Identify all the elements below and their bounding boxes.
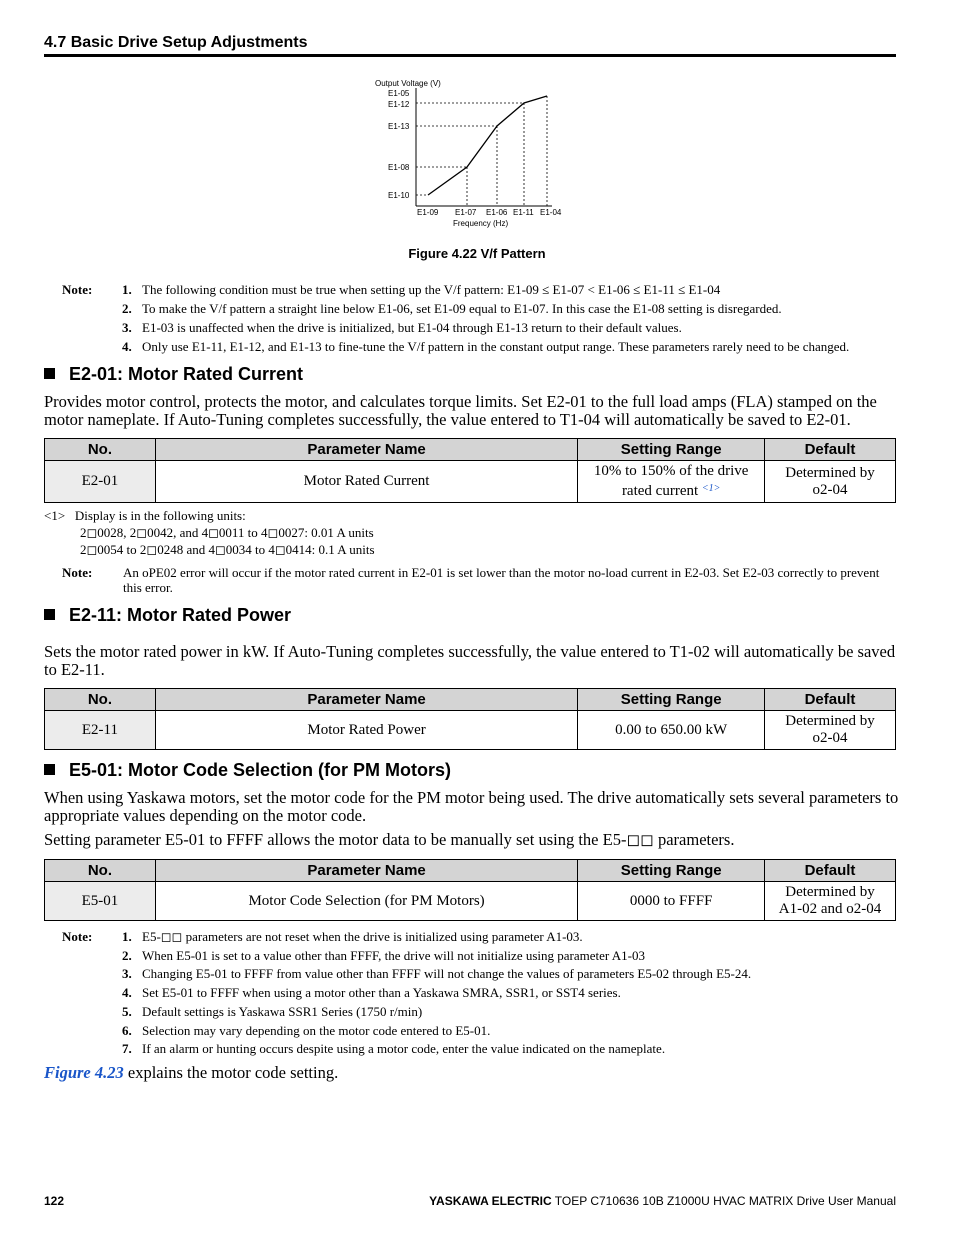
- list-item: 1. E5-◻◻ parameters are not reset when the drive is initialized using parameter A1-03.: [122, 929, 583, 944]
- x-label-e1-09: E1-09: [417, 208, 439, 217]
- e5-01-notes: Note: 1. E5-◻◻ parameters are not reset when the drive is initialized using parameter A1-03. 2. When E5-01 is set to a value other than FFFF, the drive will not initialize using parameter A1-03 3. Changing E5-01 to FFFF from value other than FFFF will not change the values of parameters E5-02 through E5-24. 4. Set E5-01 to FFFF when using a motor other than a Yaskawa SMRA, SSR1, or SST4 series. 5. Default settings is Yaskawa SSR1 Series (1750 r/min) 6. Selection may vary depending on the motor code entered to E5-01. 7. If an alarm or hunting occurs despite using a motor code, enter the value indicated on the nameplate.: [62, 928, 902, 1059]
- x-label-e1-11: E1-11: [513, 208, 534, 217]
- param-no: E5-01: [45, 882, 156, 921]
- x-axis-title: Frequency (Hz): [453, 219, 509, 228]
- y-label-e1-08: E1-08: [388, 163, 410, 172]
- e2-11-description: Sets the motor rated power in kW. If Auto-Tuning completes successfully, the value entered to T1-02 will automatically be saved to E2-11.: [44, 642, 896, 679]
- param-name: Motor Rated Current: [155, 461, 577, 503]
- list-item: 2. When E5-01 is set to a value other than FFFF, the drive will not initialize using parameter A1-03: [122, 947, 645, 963]
- list-item: 3. Changing E5-01 to FFFF from value other than FFFF will not change the values of parameters E5-02 through E5-24.: [122, 966, 752, 982]
- e5-01-description-2: Setting parameter E5-01 to FFFF allows the motor data to be manually set using the E5-◻◻ parameters.: [44, 830, 735, 849]
- param-default: Determined by o2-04: [765, 461, 896, 503]
- list-item: 5. Default settings is Yaskawa SSR1 Series (1750 r/min): [122, 1003, 423, 1019]
- col-header-name: Parameter Name: [155, 439, 577, 461]
- param-no: E2-11: [45, 711, 156, 750]
- footer-doc-title: YASKAWA ELECTRIC TOEP C710636 10B Z1000U HVAC MATRIX Drive User Manual: [429, 1194, 896, 1208]
- x-label-e1-04: E1-04: [540, 208, 562, 217]
- table-header-row: [45, 439, 896, 461]
- table-header-row: No. Parameter Name Setting Range Default: [45, 689, 896, 711]
- y-label-e1-10: E1-10: [388, 191, 410, 200]
- table-header-row: No. Parameter Name Setting Range Default: [45, 860, 896, 882]
- param-no: E2-01: [45, 461, 156, 503]
- param-name: Motor Rated Power: [155, 711, 577, 750]
- param-default: Determined by A1-02 and o2-04: [765, 882, 896, 921]
- e2-11-table: [44, 688, 896, 750]
- col-header-default: Default: [765, 439, 896, 461]
- list-item: 6. Selection may vary depending on the motor code entered to E5-01.: [122, 1022, 491, 1038]
- list-item: 7. If an alarm or hunting occurs despite using a motor code, enter the value indicated on the nameplate.: [122, 1041, 666, 1057]
- y-label-e1-12: E1-12: [388, 100, 410, 109]
- figure-caption: Figure 4.22 V/f Pattern: [408, 246, 546, 261]
- e5-01-description: When using Yaskawa motors, set the motor code for the PM motor being used. The drive automatically sets several parameters to appropriate values depending on the motor code.: [44, 788, 899, 825]
- vf-curve: [428, 96, 547, 195]
- page-number: 122: [44, 1194, 65, 1208]
- figure-4-23-link[interactable]: Figure 4.23: [44, 1063, 124, 1082]
- section-title-e5-01: E5-01: Motor Code Selection (for PM Motors): [44, 760, 451, 781]
- footnote-ref-link[interactable]: <1>: [701, 483, 721, 494]
- section-title-e2-11: E2-11: Motor Rated Power: [44, 605, 291, 626]
- y-axis-title: Output Voltage (V): [375, 79, 441, 88]
- param-range: 0000 to FFFF: [578, 882, 765, 921]
- e2-01-table: [44, 438, 896, 503]
- param-range: 0.00 to 650.00 kW: [578, 711, 765, 750]
- table-row: [45, 461, 896, 503]
- header-rule: [44, 54, 896, 57]
- col-header-range: Setting Range: [578, 439, 765, 461]
- vf-notes: [62, 280, 902, 356]
- figure-reference: Figure 4.23 explains the motor code setting.: [44, 1063, 339, 1082]
- param-range: 10% to 150% of the drive rated current $^{<1>}$: [578, 461, 765, 503]
- e2-01-note: Note: An oPE02 error will occur if the motor rated current in E2-01 is set lower than the motor no-load current in E2-03. Set E2-03 correctly to prevent this error.: [62, 565, 880, 595]
- bullet-square-icon: [44, 609, 55, 620]
- bullet-square-icon: [44, 368, 55, 379]
- list-item: 2. To make the V/f pattern a straight line below E1-06, set E1-09 equal to E1-07. In this case the E1-08 setting is disregarded.: [122, 301, 782, 316]
- e2-01-description: Provides motor control, protects the motor, and calculates torque limits. Set E2-01 to the full load amps (FLA) stamped on the motor nameplate. If Auto-Tuning completes successfully, the value entered to T1-04 will automatically be saved to E2-01.: [44, 392, 877, 429]
- bullet-square-icon: [44, 764, 55, 775]
- vf-pattern-figure: [370, 74, 580, 234]
- note-label: Note:: [62, 282, 93, 297]
- e5-01-table: [44, 859, 896, 921]
- list-item: 4. Set E5-01 to FFFF when using a motor other than a Yaskawa SMRA, SSR1, or SST4 series.: [122, 985, 621, 1001]
- section-title-e2-01: E2-01: Motor Rated Current: [44, 364, 303, 385]
- x-label-e1-06: E1-06: [486, 208, 508, 217]
- list-item: 4. Only use E1-11, E1-12, and E1-13 to fine-tune the V/f pattern in the constant output range. These parameters rarely need to be changed.: [122, 339, 850, 354]
- param-default: Determined by o2-04: [765, 711, 896, 750]
- y-label-e1-05: E1-05: [388, 89, 410, 98]
- section-header: 4.7 Basic Drive Setup Adjustments: [44, 34, 308, 51]
- list-item: 3. E1-03 is unaffected when the drive is initialized, but E1-04 through E1-13 return to their default values.: [122, 320, 682, 335]
- y-label-e1-13: E1-13: [388, 122, 410, 131]
- param-name: Motor Code Selection (for PM Motors): [155, 882, 577, 921]
- x-label-e1-07: E1-07: [455, 208, 477, 217]
- units-footnote: <1> Display is in the following units: 2◻0028, 2◻0042, and 4◻0011 to 4◻0027: 0.01 A units 2◻0054 to 2◻0248 and 4◻0034 to 4◻0414: 0.1 A units: [44, 508, 375, 557]
- footnote-marker: <1>: [44, 508, 66, 523]
- table-row: [45, 711, 896, 750]
- table-row: [45, 882, 896, 921]
- list-item: 1. The following condition must be true when setting up the V/f pattern: E1-09 ≤ E1-07 < E1-06 ≤ E1-11 ≤ E1-04: [122, 282, 721, 297]
- col-header-no: No.: [45, 439, 156, 461]
